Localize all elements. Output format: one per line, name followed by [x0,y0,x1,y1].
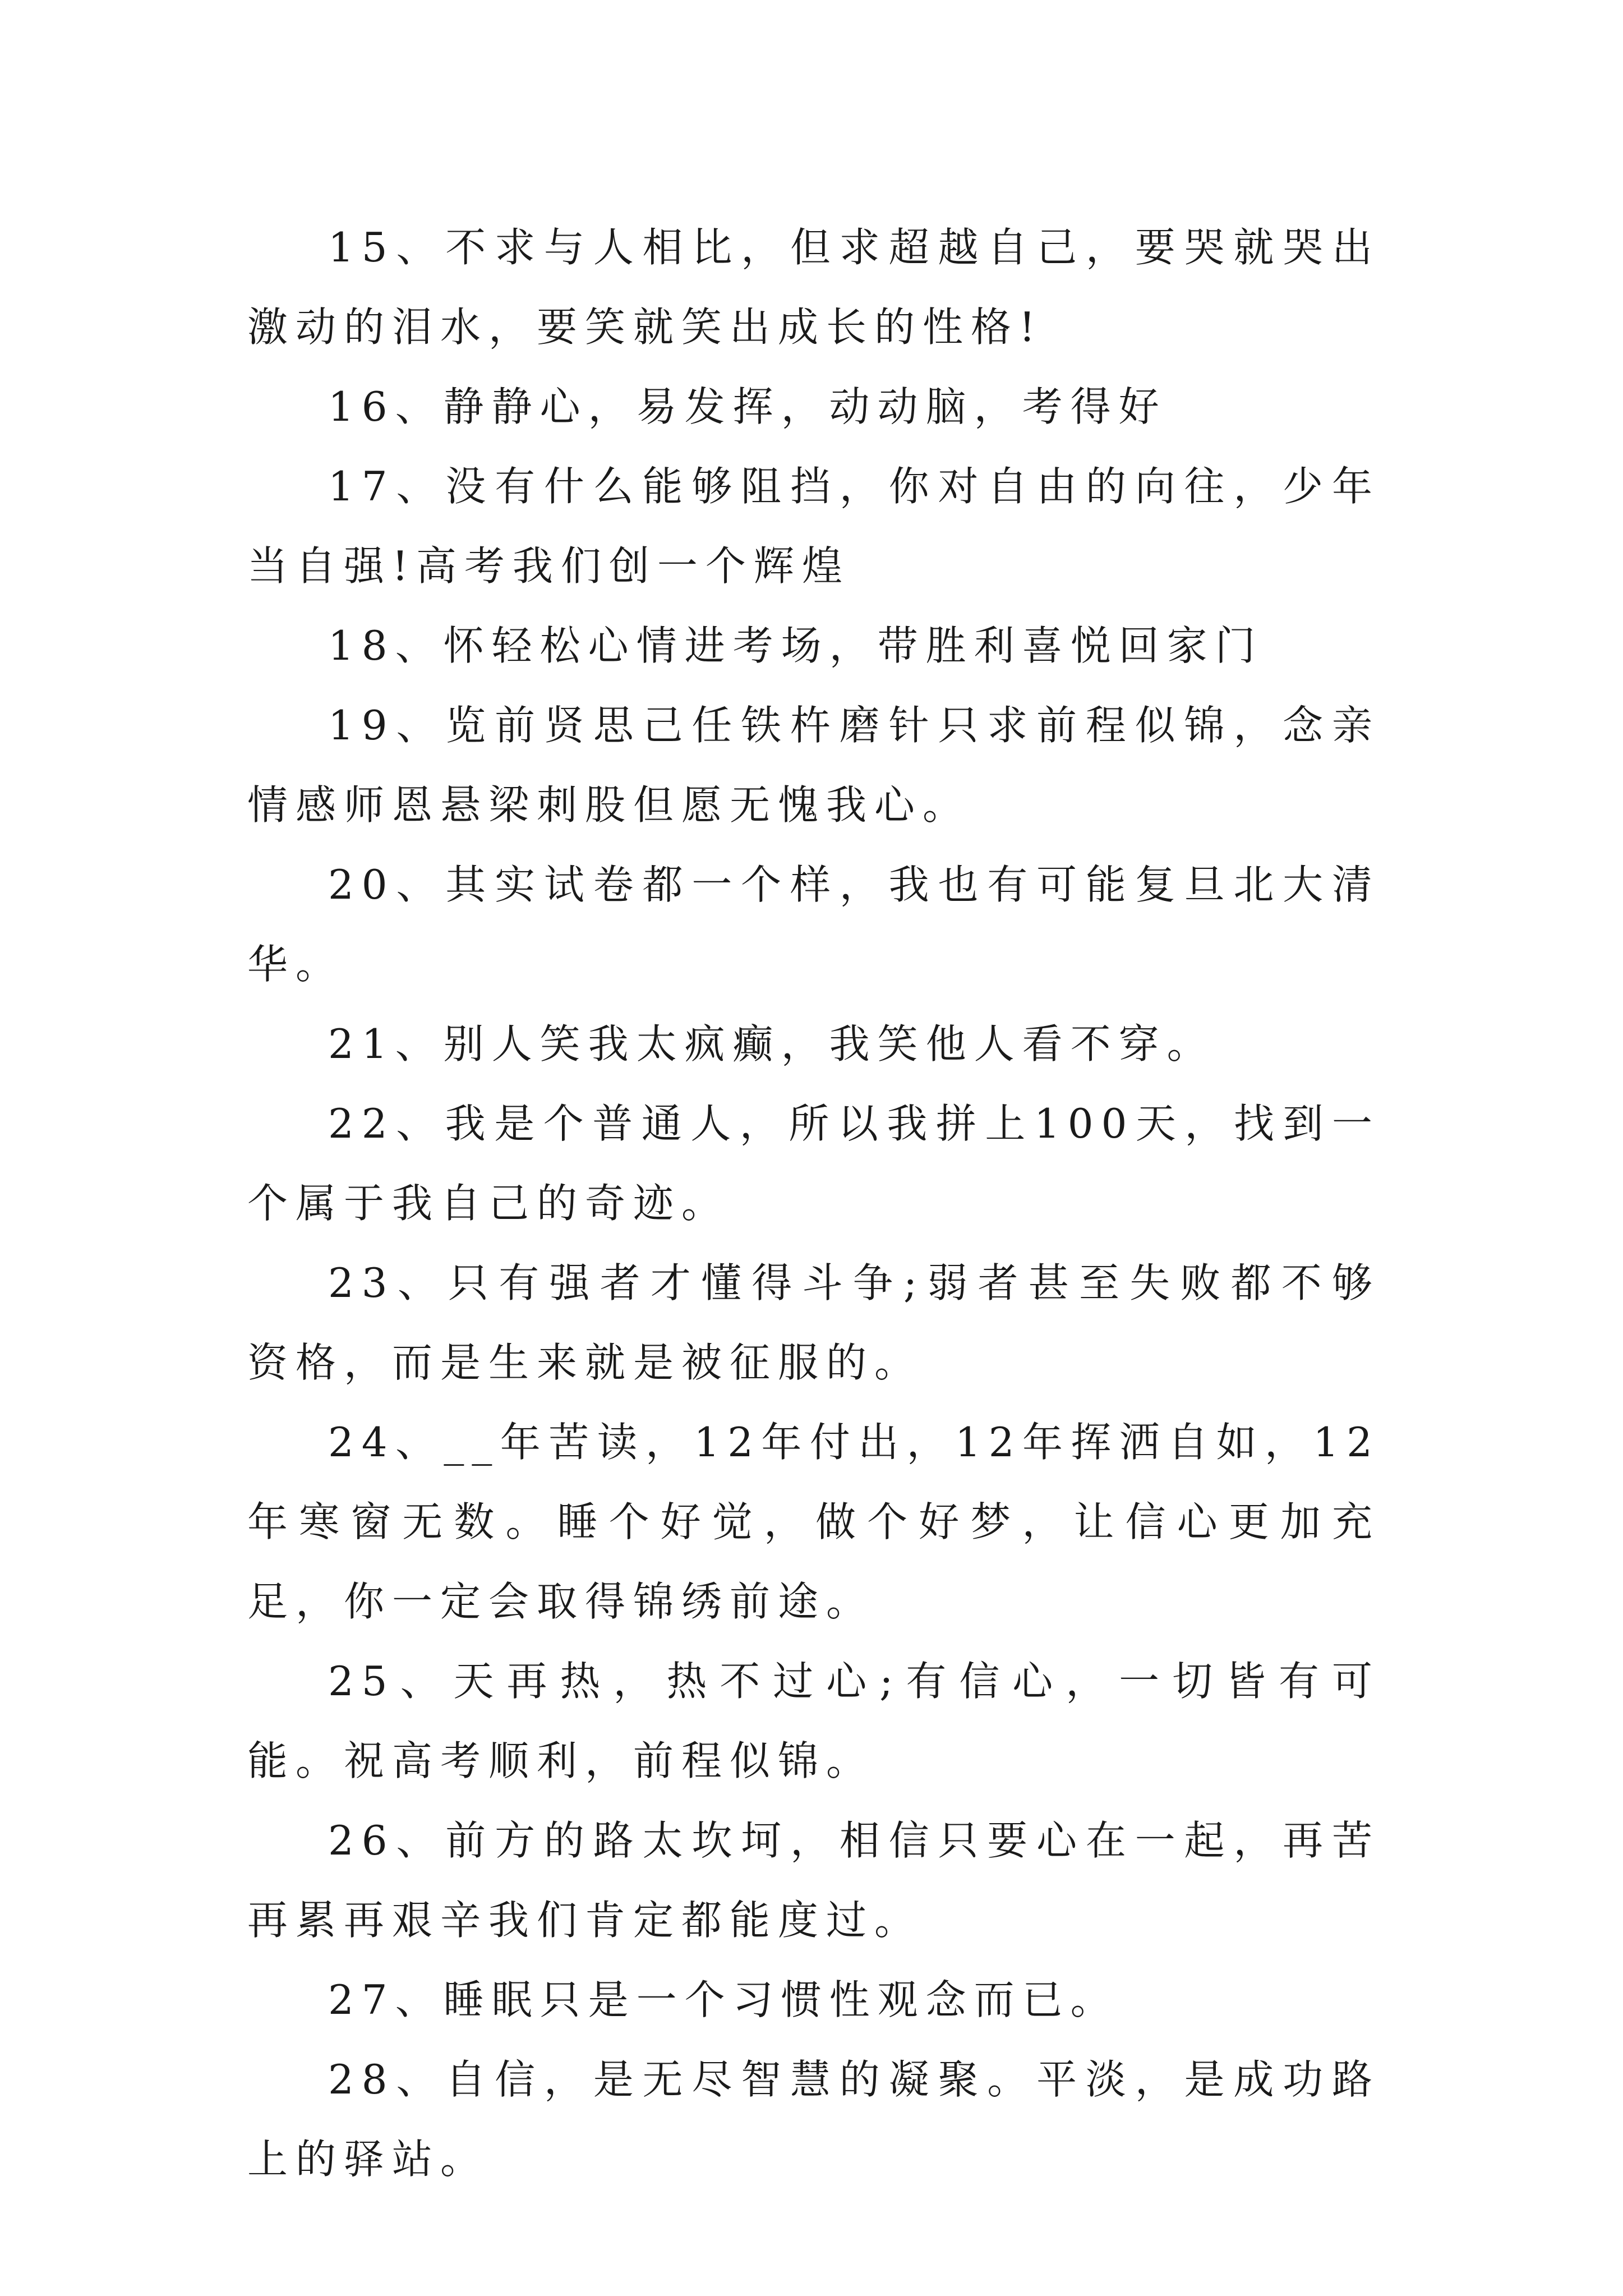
paragraph-21: 21、别人笑我太疯癫，我笑他人看不穿。 [328,1020,1215,1068]
paragraph-16: 16、静静心，易发挥，动动脑，考得好 [328,383,1167,430]
paragraph-19: 19、览前贤思己任铁杵磨针只求前程似锦，念亲情感师恩悬梁刺股但愿无愧我心。 [247,702,1380,829]
document-body [247,208,1380,2199]
paragraph-15: 15、不求与人相比，但求超越自己，要哭就哭出激动的泪水，要笑就笑出成长的性格! [247,224,1380,351]
paragraph-18: 18、怀轻松心情进考场，带胜利喜悦回家门 [328,622,1264,669]
paragraph-28: 28、自信，是无尽智慧的凝聚。平淡，是成功路上的驿站。 [247,2056,1380,2183]
paragraph-26: 26、前方的路太坎坷，相信只要心在一起，再苦再累再艰辛我们肯定都能度过。 [247,1817,1380,1944]
paragraph-20: 20、其实试卷都一个样，我也有可能复旦北大清华。 [247,861,1380,988]
paragraph-17: 17、没有什么能够阻挡，你对自由的向往，少年当自强!高考我们创一个辉煌 [247,463,1380,590]
paragraph-23: 23、只有强者才懂得斗争;弱者甚至失败都不够资格，而是生来就是被征服的。 [247,1259,1380,1386]
paragraph-27: 27、睡眠只是一个习惯性观念而已。 [328,1976,1119,2023]
paragraph-22: 22、我是个普通人，所以我拼上100天，找到一个属于我自己的奇迹。 [247,1100,1380,1227]
paragraph-25: 25、天再热，热不过心;有信心，一切皆有可能。祝高考顺利，前程似锦。 [247,1658,1380,1784]
paragraph-24: 24、__年苦读，12年付出，12年挥洒自如，12年寒窗无数。睡个好觉，做个好梦，让信心更加充足，你一定会取得锦绣前途。 [247,1419,1380,1625]
